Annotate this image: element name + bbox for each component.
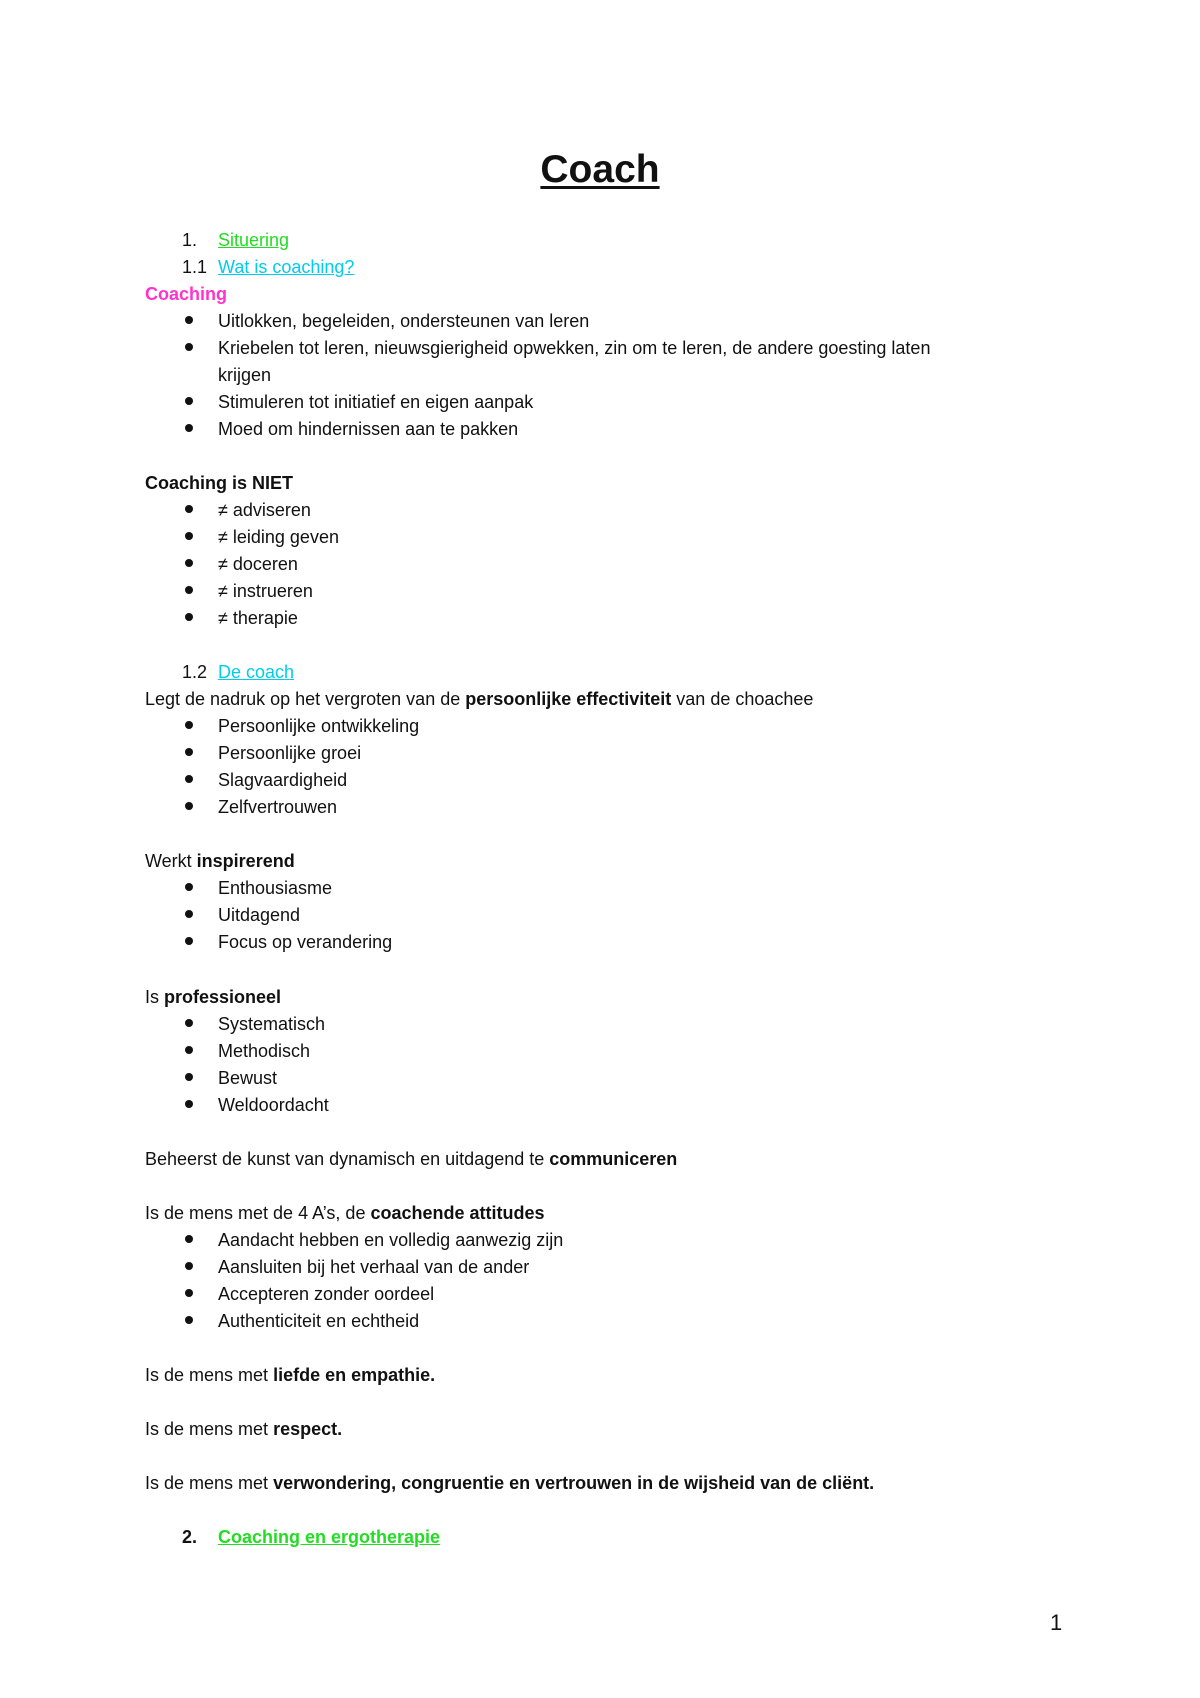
section-1-2-link[interactable]: De coach (218, 662, 295, 682)
list-item: Uitdagend (218, 905, 301, 925)
list-item: Uitlokken, begeleiden, ondersteunen van leren (218, 311, 590, 331)
inspirerend-paragraph: Werkt inspirerend (145, 851, 295, 871)
bullet-icon (185, 910, 193, 918)
list-item: Stimuleren tot initiatief en eigen aanpak (218, 392, 534, 412)
list-item: ≠ leiding geven (218, 527, 339, 547)
bullet-icon (185, 613, 193, 621)
bullet-icon (185, 802, 193, 810)
bullet-icon (185, 1289, 193, 1297)
communiceren-paragraph: Beheerst de kunst van dynamisch en uitdagend te communiceren (145, 1149, 678, 1169)
list-item: Authenticiteit en echtheid (218, 1311, 420, 1331)
list-item: Bewust (218, 1068, 278, 1088)
list-item: Enthousiasme (218, 878, 333, 898)
section-1-link[interactable]: Situering (218, 230, 290, 250)
bullet-icon (185, 1019, 193, 1027)
bullet-icon (185, 505, 193, 513)
attitudes-paragraph: Is de mens met de 4 A’s, de coachende attitudes (145, 1203, 545, 1223)
bullet-icon (185, 586, 193, 594)
section-1-number: 1. (182, 230, 198, 250)
section-1-1-number: 1.1 (182, 257, 208, 277)
section-2-link[interactable]: Coaching en ergotherapie (218, 1527, 441, 1547)
bullet-icon (185, 1100, 193, 1108)
bullet-icon (185, 883, 193, 891)
bullet-icon (185, 424, 193, 432)
professioneel-paragraph: Is professioneel (145, 987, 282, 1007)
section-2-number: 2. (182, 1527, 198, 1547)
bullet-icon (185, 937, 193, 945)
bullet-icon (185, 721, 193, 729)
list-item: Persoonlijke ontwikkeling (218, 716, 420, 736)
list-item: Accepteren zonder oordeel (218, 1284, 435, 1304)
section-1-1-link[interactable]: Wat is coaching? (218, 257, 355, 277)
list-item: ≠ doceren (218, 554, 298, 574)
list-item: Systematisch (218, 1014, 326, 1034)
bullet-icon (185, 343, 193, 351)
verwondering-paragraph: Is de mens met verwondering, congruentie en vertrouwen in de wijsheid van de cliënt. (145, 1473, 875, 1493)
respect-paragraph: Is de mens met respect. (145, 1419, 343, 1439)
bullet-icon (185, 1046, 193, 1054)
bullet-icon (185, 775, 193, 783)
list-item-continuation: krijgen (218, 365, 272, 385)
list-item: ≠ adviseren (218, 500, 311, 520)
nadruk-paragraph: Legt de nadruk op het vergroten van de persoonlijke effectiviteit van de choachee (145, 689, 814, 709)
bullet-icon (185, 532, 193, 540)
bullet-icon (185, 1073, 193, 1081)
list-item: Slagvaardigheid (218, 770, 348, 790)
coaching-niet-heading: Coaching is NIET (145, 473, 294, 493)
list-item: Methodisch (218, 1041, 311, 1061)
section-1-2-number: 1.2 (182, 662, 208, 682)
bullet-icon (185, 1262, 193, 1270)
bullet-icon (185, 316, 193, 324)
document-title: Coach (540, 148, 660, 191)
page-number: 1 (1050, 1610, 1063, 1635)
list-item: Zelfvertrouwen (218, 797, 338, 817)
liefde-paragraph: Is de mens met liefde en empathie. (145, 1365, 436, 1385)
list-item: ≠ therapie (218, 608, 298, 628)
bullet-icon (185, 1235, 193, 1243)
list-item: Persoonlijke groei (218, 743, 362, 763)
list-item: Aandacht hebben en volledig aanwezig zijn (218, 1230, 564, 1250)
list-item: Aansluiten bij het verhaal van de ander (218, 1257, 530, 1277)
bullet-icon (185, 1316, 193, 1324)
bullet-icon (185, 397, 193, 405)
list-item: Focus op verandering (218, 932, 393, 952)
bullet-icon (185, 748, 193, 756)
list-item: Moed om hindernissen aan te pakken (218, 419, 519, 439)
coaching-heading: Coaching (145, 284, 228, 304)
list-item: Kriebelen tot leren, nieuwsgierigheid opwekken, zin om te leren, de andere goesting laten (218, 338, 931, 358)
list-item: ≠ instrueren (218, 581, 313, 601)
bullet-icon (185, 559, 193, 567)
list-item: Weldoordacht (218, 1095, 329, 1115)
